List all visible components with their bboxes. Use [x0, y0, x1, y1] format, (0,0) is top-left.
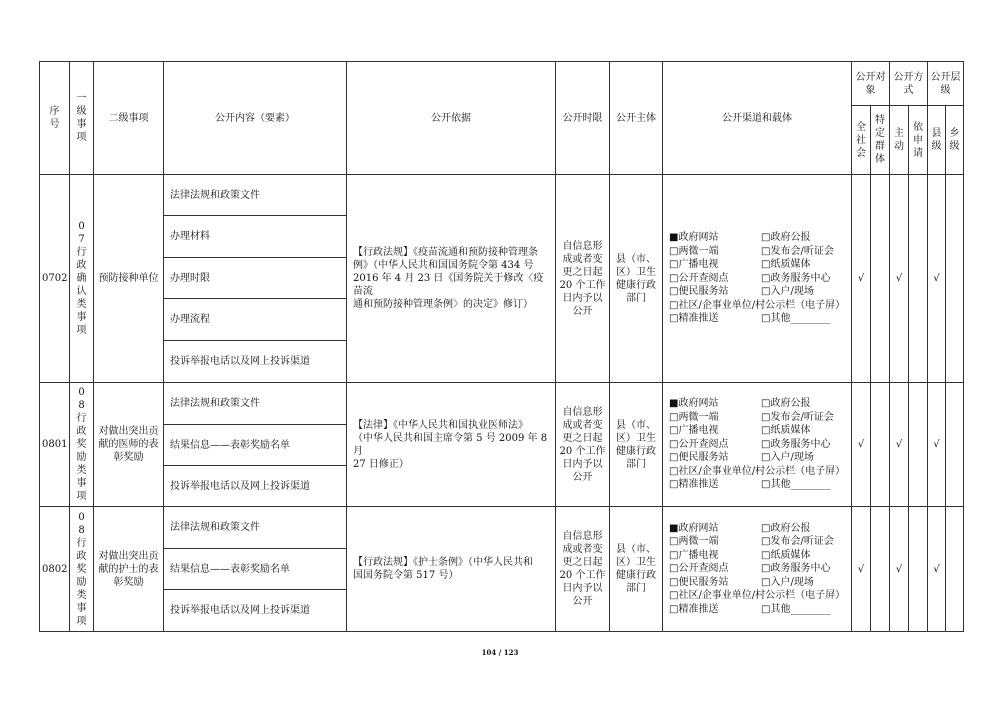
channel-option: □发布会/听证会	[761, 245, 834, 257]
header-target-all: 全 社 会	[852, 106, 871, 175]
basis-line: 27 日修正）	[353, 458, 409, 470]
row-check-l-town	[946, 507, 964, 632]
row-channels	[663, 175, 852, 383]
page-number: 104 / 123	[481, 648, 519, 657]
channel-option: □政务服务中心	[761, 438, 831, 450]
row-seq: 0802	[40, 507, 70, 632]
row-channels	[663, 507, 852, 632]
channel-option: □其他________	[761, 603, 831, 615]
row-subject: 县（市、 区）卫生 健康行政 部门	[610, 175, 663, 383]
row-level1: 0 8 行 政 奖 励 类 事 项	[70, 383, 94, 507]
row-check-m-apply	[909, 383, 928, 507]
header-level1: 一 级 事 项	[70, 62, 94, 175]
row-content-item: 结果信息——表彰奖励名单	[164, 425, 347, 466]
row-level2: 预防接种单位	[94, 175, 164, 383]
table-body	[40, 175, 964, 632]
channel-option: □纸质媒体	[761, 425, 811, 437]
row-check-m-apply	[909, 507, 928, 632]
channel-option: □政务服务中心	[761, 272, 831, 284]
row-content-item: 办理流程	[164, 299, 347, 341]
channel-option: □入户/现场	[761, 452, 814, 464]
channel-option: □公开查阅点	[669, 272, 729, 284]
basis-line: （中华人民共和国主席令第 5 号 2009 年 8 月	[353, 432, 548, 457]
channel-option: □入户/现场	[761, 576, 814, 588]
row-content-item: 法律法规和政策文件	[164, 175, 347, 216]
header-seq: 序 号	[40, 62, 70, 175]
channel-option: □入户/现场	[761, 286, 814, 298]
row-check-m-active: √	[890, 383, 909, 507]
header-level-county: 县 级	[928, 106, 946, 175]
row-check-t-specific	[871, 383, 890, 507]
row-level2: 对做出突出贡献的护士的表彰奖励	[94, 507, 164, 632]
row-level2: 对做出突出贡献的医师的表彰奖励	[94, 383, 164, 507]
row-channels	[663, 383, 852, 507]
row-content-item: 投诉举报电话以及网上投诉渠道	[164, 466, 347, 507]
channel-option: □便民服务站	[669, 452, 729, 464]
channel-option: ■政府网站	[669, 232, 719, 244]
channel-option: □发布会/听证会	[761, 411, 834, 423]
header-target: 公开对象	[852, 62, 890, 106]
channel-option: □两微一端	[669, 536, 719, 548]
channel-option: □社区/企事业单位/村公示栏（电子屏）	[669, 590, 846, 602]
channel-option: ■政府网站	[669, 398, 719, 410]
basis-line: 【行政法规】《疫苗流通和预防接种管理条	[353, 247, 538, 258]
header-level-town: 乡 级	[946, 106, 964, 175]
row-check-l-county: √	[928, 383, 946, 507]
channel-option: ■政府网站	[669, 522, 719, 534]
channel-option: □两微一端	[669, 245, 719, 257]
row-time: 自信息形 成或者变 更之日起 20 个工作 日内予以 公开	[556, 175, 610, 383]
row-check-t-all: √	[852, 383, 871, 507]
table-row	[40, 507, 964, 549]
disclosure-table	[39, 61, 964, 632]
basis-line: 例》（中华人民共和国国务院令第 434 号	[353, 260, 534, 271]
row-basis	[347, 507, 556, 632]
channel-option: □广播电视	[669, 259, 719, 271]
row-level1: 0 7 行 政 确 认 类 事 项	[70, 175, 94, 383]
channel-option: □其他________	[761, 479, 831, 491]
channel-option: □发布会/听证会	[761, 536, 834, 548]
row-check-l-town	[946, 383, 964, 507]
row-content-item: 法律法规和政策文件	[164, 383, 347, 425]
row-basis	[347, 383, 556, 507]
header-time: 公开时限	[556, 62, 610, 175]
channel-option: □政府公报	[761, 398, 811, 410]
channel-option: □广播电视	[669, 425, 719, 437]
row-check-l-town	[946, 175, 964, 383]
channel-option: □精准推送	[669, 313, 719, 325]
row-subject: 县（市、 区）卫生 健康行政 部门	[610, 383, 663, 507]
row-check-l-county: √	[928, 507, 946, 632]
channel-option: □社区/企事业单位/村公示栏（电子屏）	[669, 465, 846, 477]
channel-option: □广播电视	[669, 549, 719, 561]
header-content: 公开内容（要素）	[164, 62, 347, 175]
row-content-item: 投诉举报电话以及网上投诉渠道	[164, 341, 347, 383]
basis-line: 国国务院令第 517 号）	[353, 570, 459, 581]
header-level2: 二级事项	[94, 62, 164, 175]
row-check-t-specific	[871, 507, 890, 632]
channel-option: □公开查阅点	[669, 438, 729, 450]
channel-option: □其他________	[761, 313, 831, 325]
row-basis	[347, 175, 556, 383]
basis-line: 【法律】《中华人民共和国执业医师法》	[353, 419, 528, 431]
basis-line: 通和预防接种管理条例〉的决定》修订）	[353, 299, 533, 310]
channel-option: □社区/企事业单位/村公示栏（电子屏）	[669, 299, 846, 311]
row-seq: 0702	[40, 175, 70, 383]
header-channel: 公开渠道和载体	[663, 62, 852, 175]
row-check-m-active: √	[890, 507, 909, 632]
row-level1: 0 8 行 政 奖 励 类 事 项	[70, 507, 94, 632]
channel-option: □纸质媒体	[761, 259, 811, 271]
row-time: 自信息形 成或者变 更之日起 20 个工作 日内予以 公开	[556, 507, 610, 632]
header-level: 公开层级	[928, 62, 964, 106]
table-row	[40, 175, 964, 216]
channel-option: □纸质媒体	[761, 549, 811, 561]
row-check-m-active: √	[890, 175, 909, 383]
basis-line: 2016 年 4 月 23 日《国务院关于修改〈疫苗流	[353, 273, 544, 297]
row-content-item: 投诉举报电话以及网上投诉渠道	[164, 590, 347, 632]
row-check-t-specific	[871, 175, 890, 383]
channel-option: □公开查阅点	[669, 563, 729, 575]
row-time: 自信息形 成或者变 更之日起 20 个工作 日内予以 公开	[556, 383, 610, 507]
header-method-active: 主 动	[890, 106, 909, 175]
basis-line: 【行政法规】《护士条例》（中华人民共和	[353, 557, 533, 568]
channel-option: □便民服务站	[669, 576, 729, 588]
row-content-item: 办理材料	[164, 216, 347, 258]
header-method-apply: 依 申 请	[909, 106, 928, 175]
row-check-t-all: √	[852, 175, 871, 383]
table-row	[40, 383, 964, 425]
channel-option: □两微一端	[669, 411, 719, 423]
channel-option: □政府公报	[761, 522, 811, 534]
channel-option: □精准推送	[669, 603, 719, 615]
row-check-l-county: √	[928, 175, 946, 383]
header-method: 公开方式	[890, 62, 928, 106]
row-check-t-all: √	[852, 507, 871, 632]
channel-option: □精准推送	[669, 479, 719, 491]
channel-option: □便民服务站	[669, 286, 729, 298]
row-subject: 县（市、 区）卫生 健康行政 部门	[610, 507, 663, 632]
row-content-item: 结果信息——表彰奖励名单	[164, 549, 347, 590]
channel-option: □政务服务中心	[761, 563, 831, 575]
header-target-specific: 特 定 群 体	[871, 106, 890, 175]
row-content-item: 法律法规和政策文件	[164, 507, 347, 549]
row-seq: 0801	[40, 383, 70, 507]
row-content-item: 办理时限	[164, 258, 347, 299]
channel-option: □政府公报	[761, 232, 811, 244]
header-basis: 公开依据	[347, 62, 556, 175]
row-check-m-apply	[909, 175, 928, 383]
header-subject: 公开主体	[610, 62, 663, 175]
